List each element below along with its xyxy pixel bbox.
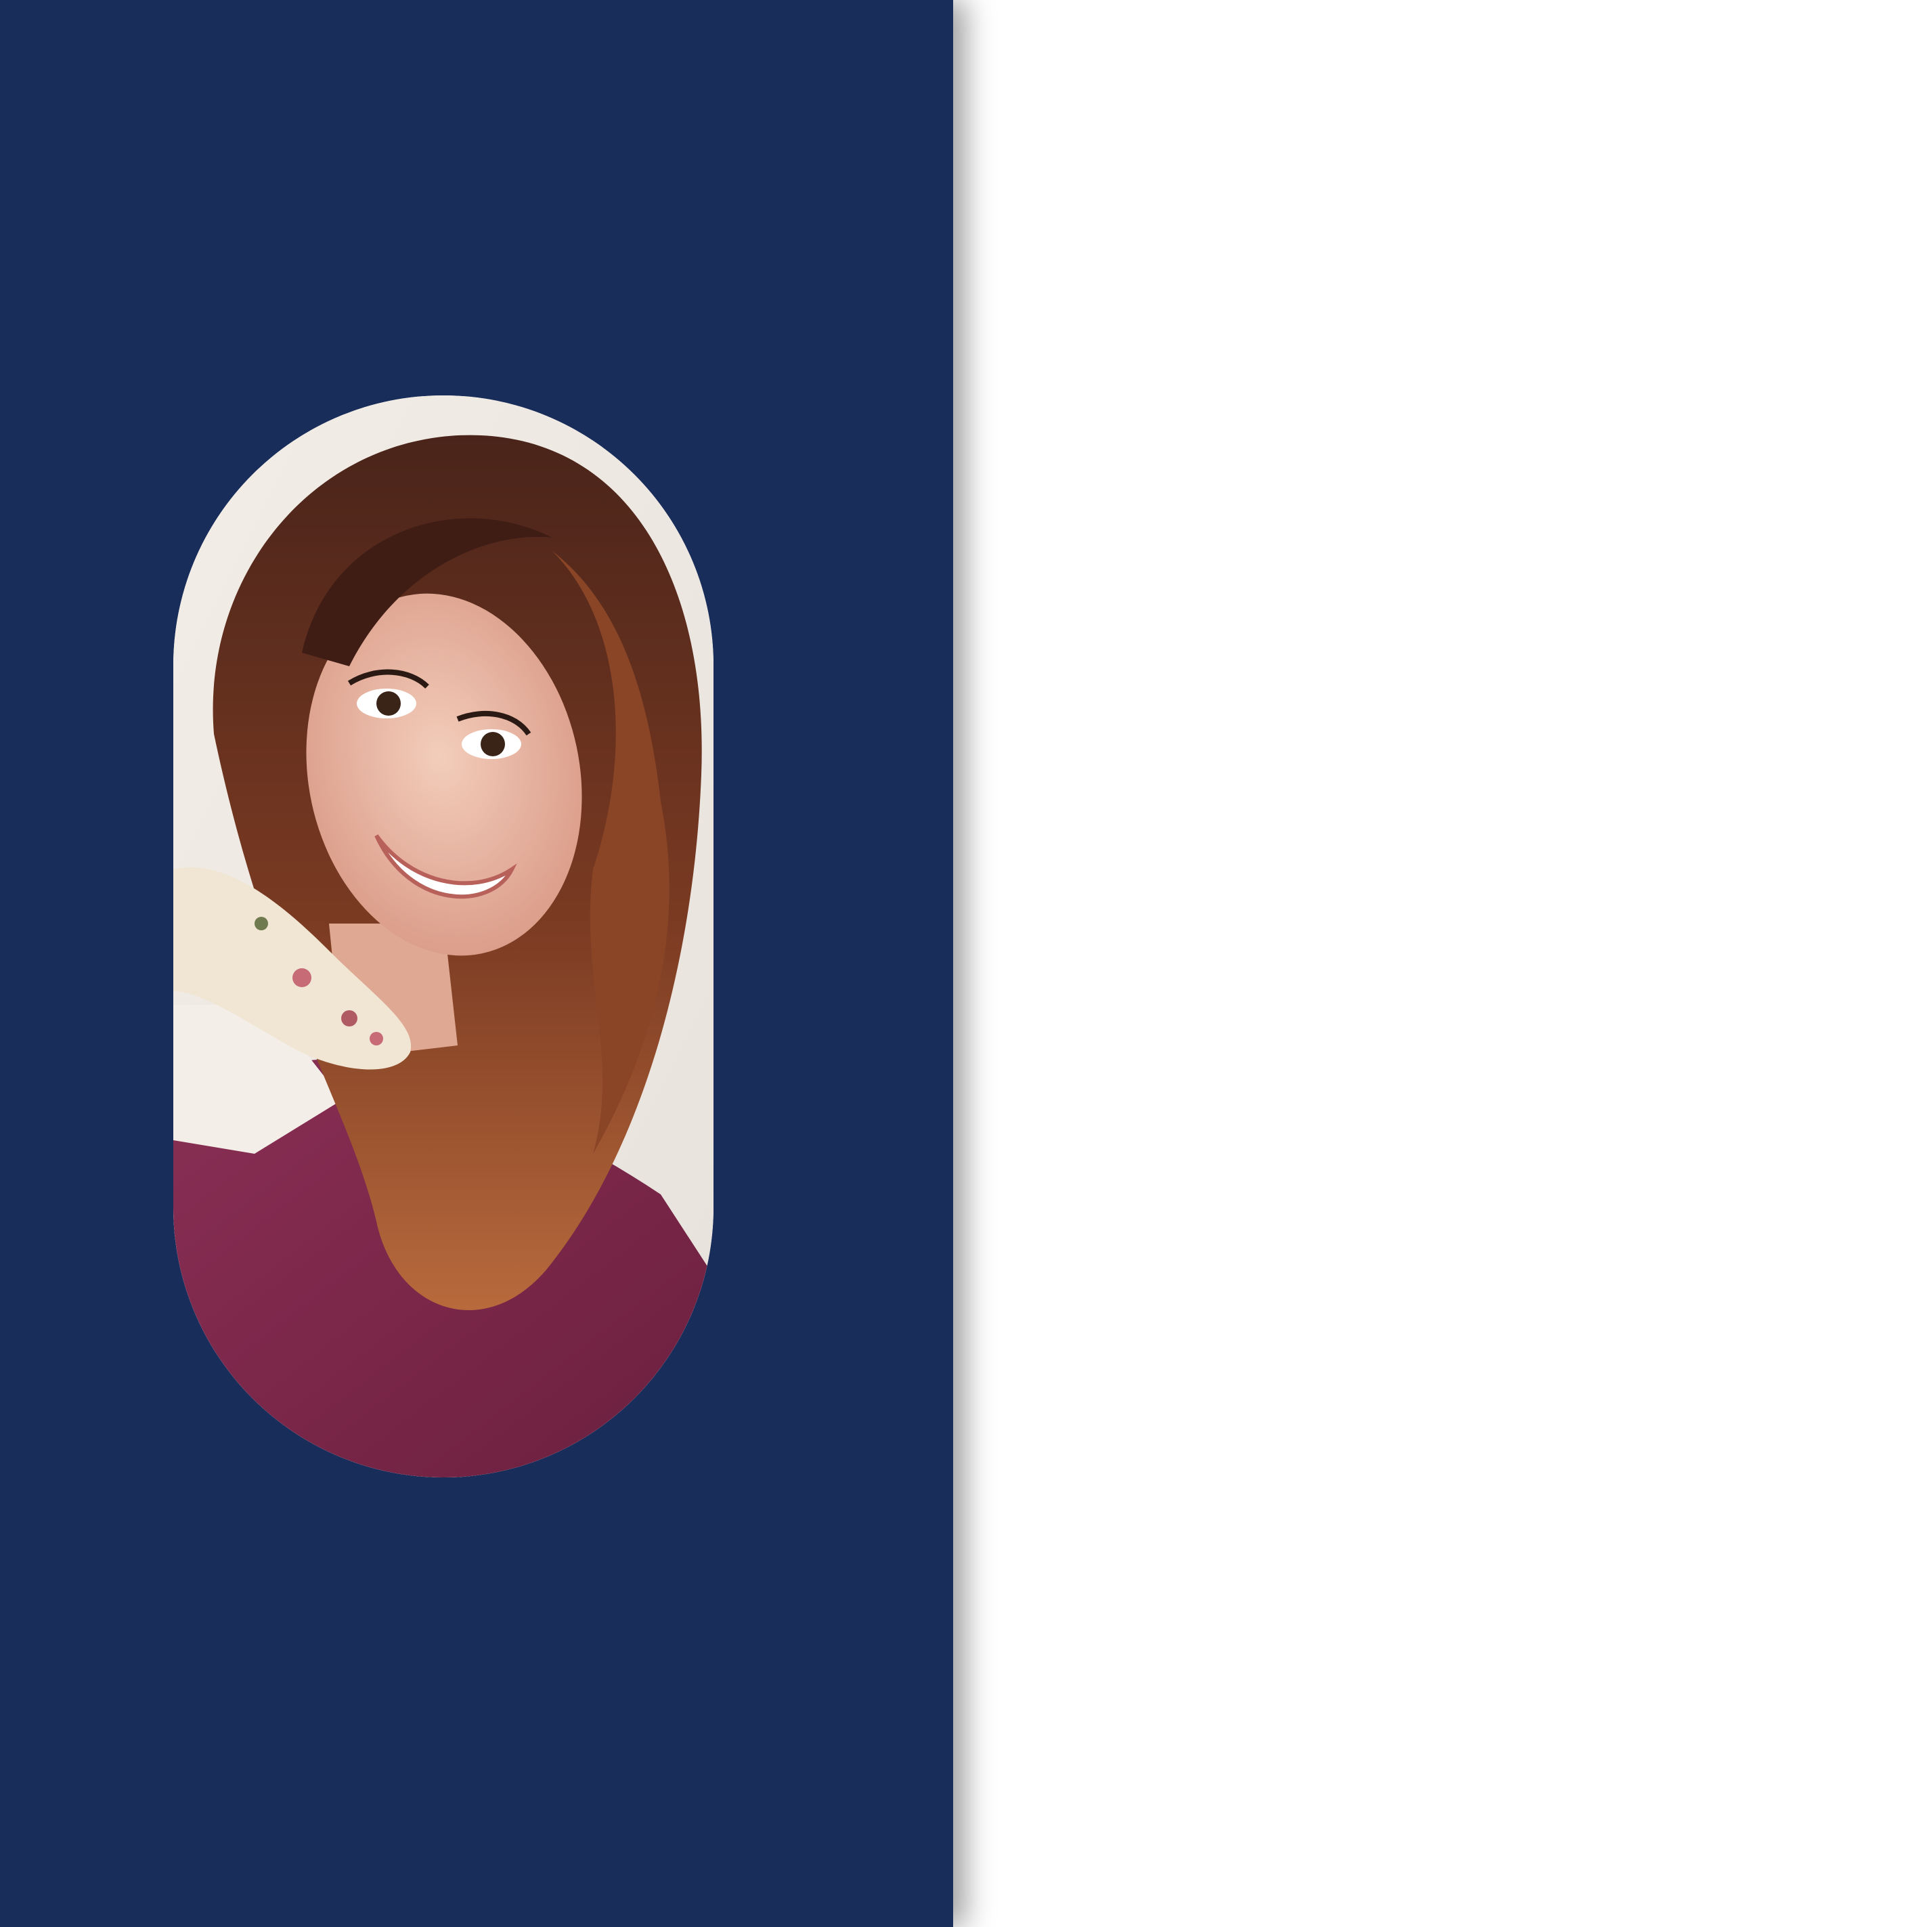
portrait-photo <box>173 395 713 1477</box>
right-content-panel <box>953 0 1932 1927</box>
portrait-illustration <box>173 395 713 1477</box>
left-navy-panel <box>0 0 953 1927</box>
